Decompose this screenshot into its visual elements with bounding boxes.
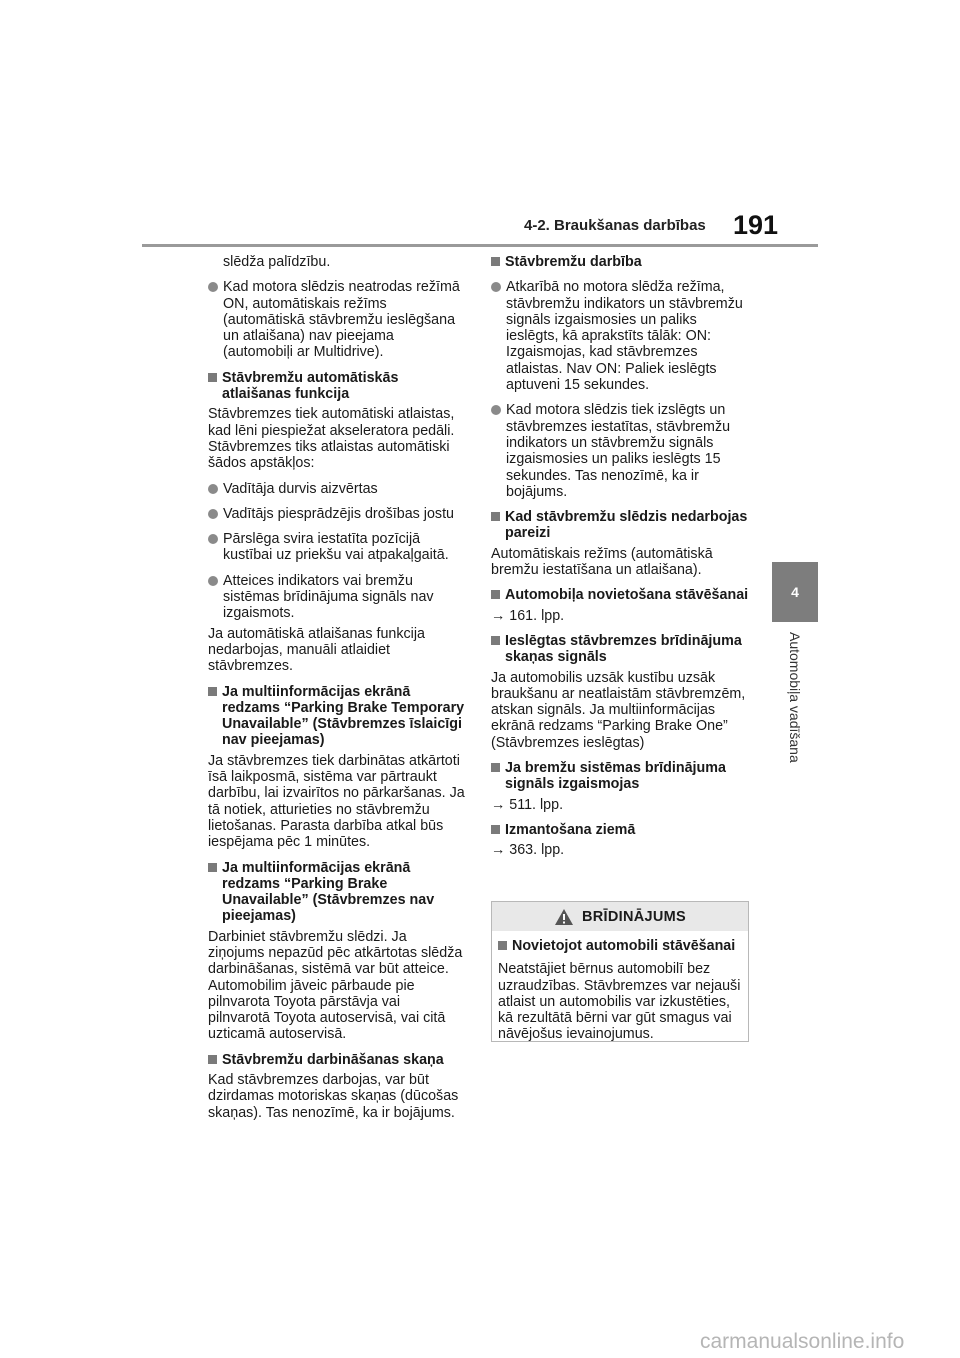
section-heading xyxy=(491,822,749,838)
paragraph: Automātiskais režīms (automātiskā bremžu iestatīšana un atlaišana). xyxy=(491,545,713,579)
bullet-icon xyxy=(491,405,501,415)
heading-text: Stāvbremžu darbināšanas skaņa xyxy=(222,1051,444,1068)
heading-text: Automobiļa novietošana stāvēšanai xyxy=(505,587,749,604)
square-bullet-icon xyxy=(498,941,507,950)
left-column xyxy=(208,254,466,1130)
right-column xyxy=(491,254,749,868)
bullet-item xyxy=(208,531,466,564)
section-heading xyxy=(491,633,749,666)
paragraph: Ja automātiskā atlaišanas funkcija nedarbojas, manuāli atlaidiet stāvbremzes. xyxy=(208,625,425,675)
section-heading xyxy=(491,509,749,542)
paragraph: Darbiniet stāvbremžu slēdzi. Ja ziņojums nepazūd pēc atkārtotas slēdža darbināšanas, sistēmā var būt atteice. Automobilim jāveic pārbaude pie pilnvarota Toyota pārstāvja vai pilnvarotā Toyota autoservisā, vai citā uzticamā autoservisā. xyxy=(208,928,463,1043)
warning-heading xyxy=(498,938,742,954)
bullet-text: Kad motora slēdzis neatrodas režīmā ON, automātiskais režīms (automātiskā stāvbremžu ieslēgšana un atlaišana) nav pieejama (automobiļi ar Multidrive). xyxy=(223,279,460,361)
heading-text: Kad stāvbremžu slēdzis nedarbojas pareizi xyxy=(505,509,748,542)
heading-text: Ja bremžu sistēmas brīdinājuma signāls izgaismojas xyxy=(505,760,726,793)
square-bullet-icon xyxy=(208,863,217,872)
bullet-item xyxy=(208,573,466,622)
warning-triangle-icon xyxy=(554,908,574,926)
bullet-item xyxy=(491,402,749,500)
bullet-text: Atteices indikators vai bremžu sistēmas brīdinājuma signāls nav izgaismots. xyxy=(223,572,434,622)
bullet-text: Vadītājs piesprādzējis drošības jostu xyxy=(223,505,454,522)
square-bullet-icon xyxy=(208,687,217,696)
bullet-icon xyxy=(208,576,218,586)
square-bullet-icon xyxy=(491,257,500,266)
paragraph: Ja stāvbremzes tiek darbinātas atkārtoti īsā laikposmā, sistēma var pārtraukt darbību, lai izvairītos no pārkaršanas. Ja tā notiek, atturieties no stāvbremžu lietošanas. Parasta darbība atkal būs iespējama pēc 1 minūtes. xyxy=(208,752,465,851)
paragraph: Stāvbremzes tiek automātiski atlaistas, kad lēni piespiežat akseleratora pedāli. Stāvbremzes tiks atlaistas automātiski šādos apstākļos: xyxy=(208,406,455,472)
page-reference[interactable]: → 161. lpp. xyxy=(491,607,565,624)
bullet-item xyxy=(208,279,466,360)
bullet-text: Vadītāja durvis aizvērtas xyxy=(223,480,378,497)
bullet-text: Pārslēga svira iestatīta pozīcijā kustībai uz priekšu vai atpakaļgaitā. xyxy=(223,531,449,564)
heading-text: Stāvbremžu automātiskās atlaišanas funkcija xyxy=(222,369,399,403)
paragraph: Kad stāvbremzes darbojas, var būt dzirdamas motoriskas skaņas (dūcošas skaņas). Tas nenozīmē, ka ir bojājums. xyxy=(208,1072,459,1121)
bullet-item xyxy=(208,481,466,497)
section-heading xyxy=(491,587,749,603)
chapter-label: Automobiļa vadīšana xyxy=(787,632,803,763)
section-heading xyxy=(208,684,466,749)
heading-text: Ieslēgtas stāvbremzes brīdinājuma skaņas signāls xyxy=(505,632,742,666)
paragraph: slēdža palīdzību. xyxy=(223,254,331,270)
heading-text: Stāvbremžu darbība xyxy=(505,254,642,270)
warning-text: Neatstājiet bērnus automobilī bez uzraudzības. Stāvbremzes var nejauši atlaist un automobilis var izkustēties, kā rezultātā bērni var gūt smagus vai nāvējošus ievainojumus. xyxy=(498,961,741,1043)
header-rule xyxy=(142,244,818,247)
section-heading xyxy=(208,1052,466,1068)
warning-title: BRĪDINĀJUMS xyxy=(582,908,686,925)
square-bullet-icon xyxy=(491,636,500,645)
bullet-icon xyxy=(208,282,218,292)
page-reference[interactable]: → 511. lpp. xyxy=(491,796,564,813)
section-heading xyxy=(208,370,466,403)
bullet-icon xyxy=(491,282,501,292)
bullet-text: Kad motora slēdzis tiek izslēgts un stāvbremzes iestatītas, stāvbremžu indikators un stāvbremžu signāls izgaismosies un paliks ieslēgts 15 sekundes. Tas nenozīmē, ka ir bojājums. xyxy=(506,402,731,500)
section-title: 4-2. Braukšanas darbības xyxy=(524,217,706,234)
bullet-item xyxy=(208,506,466,522)
page-number: 191 xyxy=(733,210,779,240)
square-bullet-icon xyxy=(491,825,500,834)
square-bullet-icon xyxy=(491,763,500,772)
square-bullet-icon xyxy=(208,373,217,382)
section-heading xyxy=(208,860,466,925)
square-bullet-icon xyxy=(491,512,500,521)
paragraph: Ja automobilis uzsāk kustību uzsāk braukšanu ar neatlaistām stāvbremzēm, atskan signāls. Ja multiinformācijas ekrānā redzams “Parking Brake One” (Stāvbremzes ieslēgtas) xyxy=(491,669,746,751)
square-bullet-icon xyxy=(208,1055,217,1064)
chapter-tab[interactable]: 4 xyxy=(772,562,818,622)
heading-text: Izmantošana ziemā xyxy=(505,821,636,838)
page-reference[interactable]: → 363. lpp. xyxy=(491,842,565,859)
warning-header xyxy=(492,902,748,931)
heading-text: Ja multiinformācijas ekrānā redzams “Parking Brake Temporary Unavailable” (Stāvbremzes īslaicīgi nav pieejamas) xyxy=(222,683,465,749)
section-heading xyxy=(491,760,749,793)
bullet-item xyxy=(491,279,749,393)
watermark: carmanualsonline.info xyxy=(700,1330,905,1353)
square-bullet-icon xyxy=(491,590,500,599)
heading-text: Novietojot automobili stāvēšanai xyxy=(512,938,736,954)
bullet-icon xyxy=(208,509,218,519)
bullet-text: Atkarībā no motora slēdža režīma, stāvbremžu indikators un stāvbremžu signāls izgaismosies un paliks ieslēgts, kā aprakstīts tālāk: ON: Izgaismojas, kad stāvbremzes atlaistas. Nav ON: Paliek ieslēgts aptuveni 15 sekundes. xyxy=(506,279,743,394)
bullet-icon xyxy=(208,534,218,544)
warning-body xyxy=(492,931,748,1043)
warning-box xyxy=(491,901,749,1042)
section-heading xyxy=(491,254,749,270)
bullet-icon xyxy=(208,484,218,494)
heading-text: Ja multiinformācijas ekrānā redzams “Parking Brake Unavailable” (Stāvbremzes nav pieejamas) xyxy=(222,859,435,925)
